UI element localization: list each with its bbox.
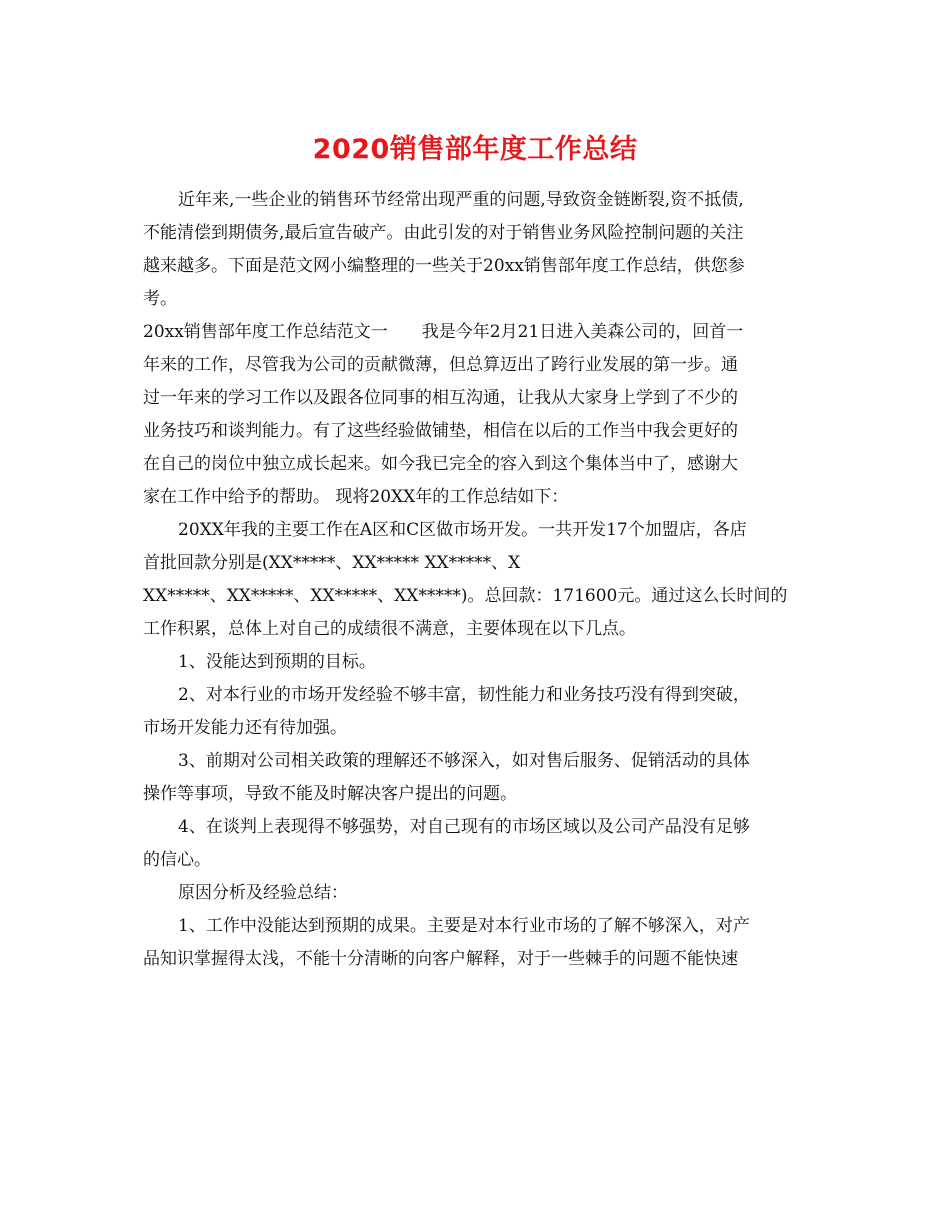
body-line-16: 2、对本行业的市场开发经验不够丰富，韧性能力和业务技巧没有得到突破，	[178, 685, 750, 705]
body-line-21: 的信心。	[143, 850, 211, 870]
body-line-10: 家在工作中给予的帮助。 现将20XX年的工作总结如下：	[143, 487, 569, 507]
body-line-9: 在自己的岗位中独立成长起来。如今我已完全的容入到这个集体当中了，感谢大	[143, 454, 738, 474]
document-body	[143, 184, 808, 976]
body-line-5: 20xx销售部年度工作总结范文一 我是今年2月21日进入美森公司的，回首一	[143, 322, 744, 342]
body-line-17: 市场开发能力还有待加强。	[143, 718, 347, 738]
body-line-12: 首批回款分别是(XX*****、XX***** XX*****、X	[143, 553, 521, 573]
body-line-24: 品知识掌握得太浅，不能十分清晰的向客户解释，对于一些棘手的问题不能快速	[143, 949, 738, 969]
body-line-13: XX*****、XX*****、XX*****、XX*****)。总回款：171600元。通过这么长时间的	[143, 586, 788, 606]
body-line-18: 3、前期对公司相关政策的理解还不够深入，如对售后服务、促销活动的具体	[178, 751, 750, 771]
body-line-15: 1、没能达到预期的目标。	[178, 652, 376, 672]
body-line-11: 20XX年我的主要工作在A区和C区做市场开发。一共开发17个加盟店，各店	[178, 520, 747, 540]
body-line-22: 原因分析及经验总结：	[178, 883, 348, 903]
body-line-19: 操作等事项，导致不能及时解决客户提出的问题。	[143, 784, 517, 804]
body-line-8: 业务技巧和谈判能力。有了这些经验做铺垫，相信在以后的工作当中我会更好的	[143, 421, 738, 441]
body-line-2: 不能清偿到期债务,最后宣告破产。由此引发的对于销售业务风险控制问题的关注	[143, 223, 744, 243]
body-line-23: 1、工作中没能达到预期的成果。主要是对本行业市场的了解不够深入，对产	[178, 916, 750, 936]
body-line-3: 越来越多。下面是范文网小编整理的一些关于20xx销售部年度工作总结，供您参	[143, 256, 745, 276]
body-line-14: 工作积累，总体上对自己的成绩很不满意，主要体现在以下几点。	[143, 619, 636, 639]
body-line-7: 过一年来的学习工作以及跟各位同事的相互沟通，让我从大家身上学到了不少的	[143, 388, 738, 408]
body-line-1: 近年来,一些企业的销售环节经常出现严重的问题,导致资金链断裂,资不抵债,	[178, 190, 744, 210]
document-title: 2020销售部年度工作总结	[312, 134, 638, 165]
body-line-4: 考。	[143, 289, 177, 309]
body-line-20: 4、在谈判上表现得不够强势，对自己现有的市场区域以及公司产品没有足够	[178, 817, 750, 837]
body-line-6: 年来的工作，尽管我为公司的贡献微薄，但总算迈出了跨行业发展的第一步。通	[143, 355, 738, 375]
